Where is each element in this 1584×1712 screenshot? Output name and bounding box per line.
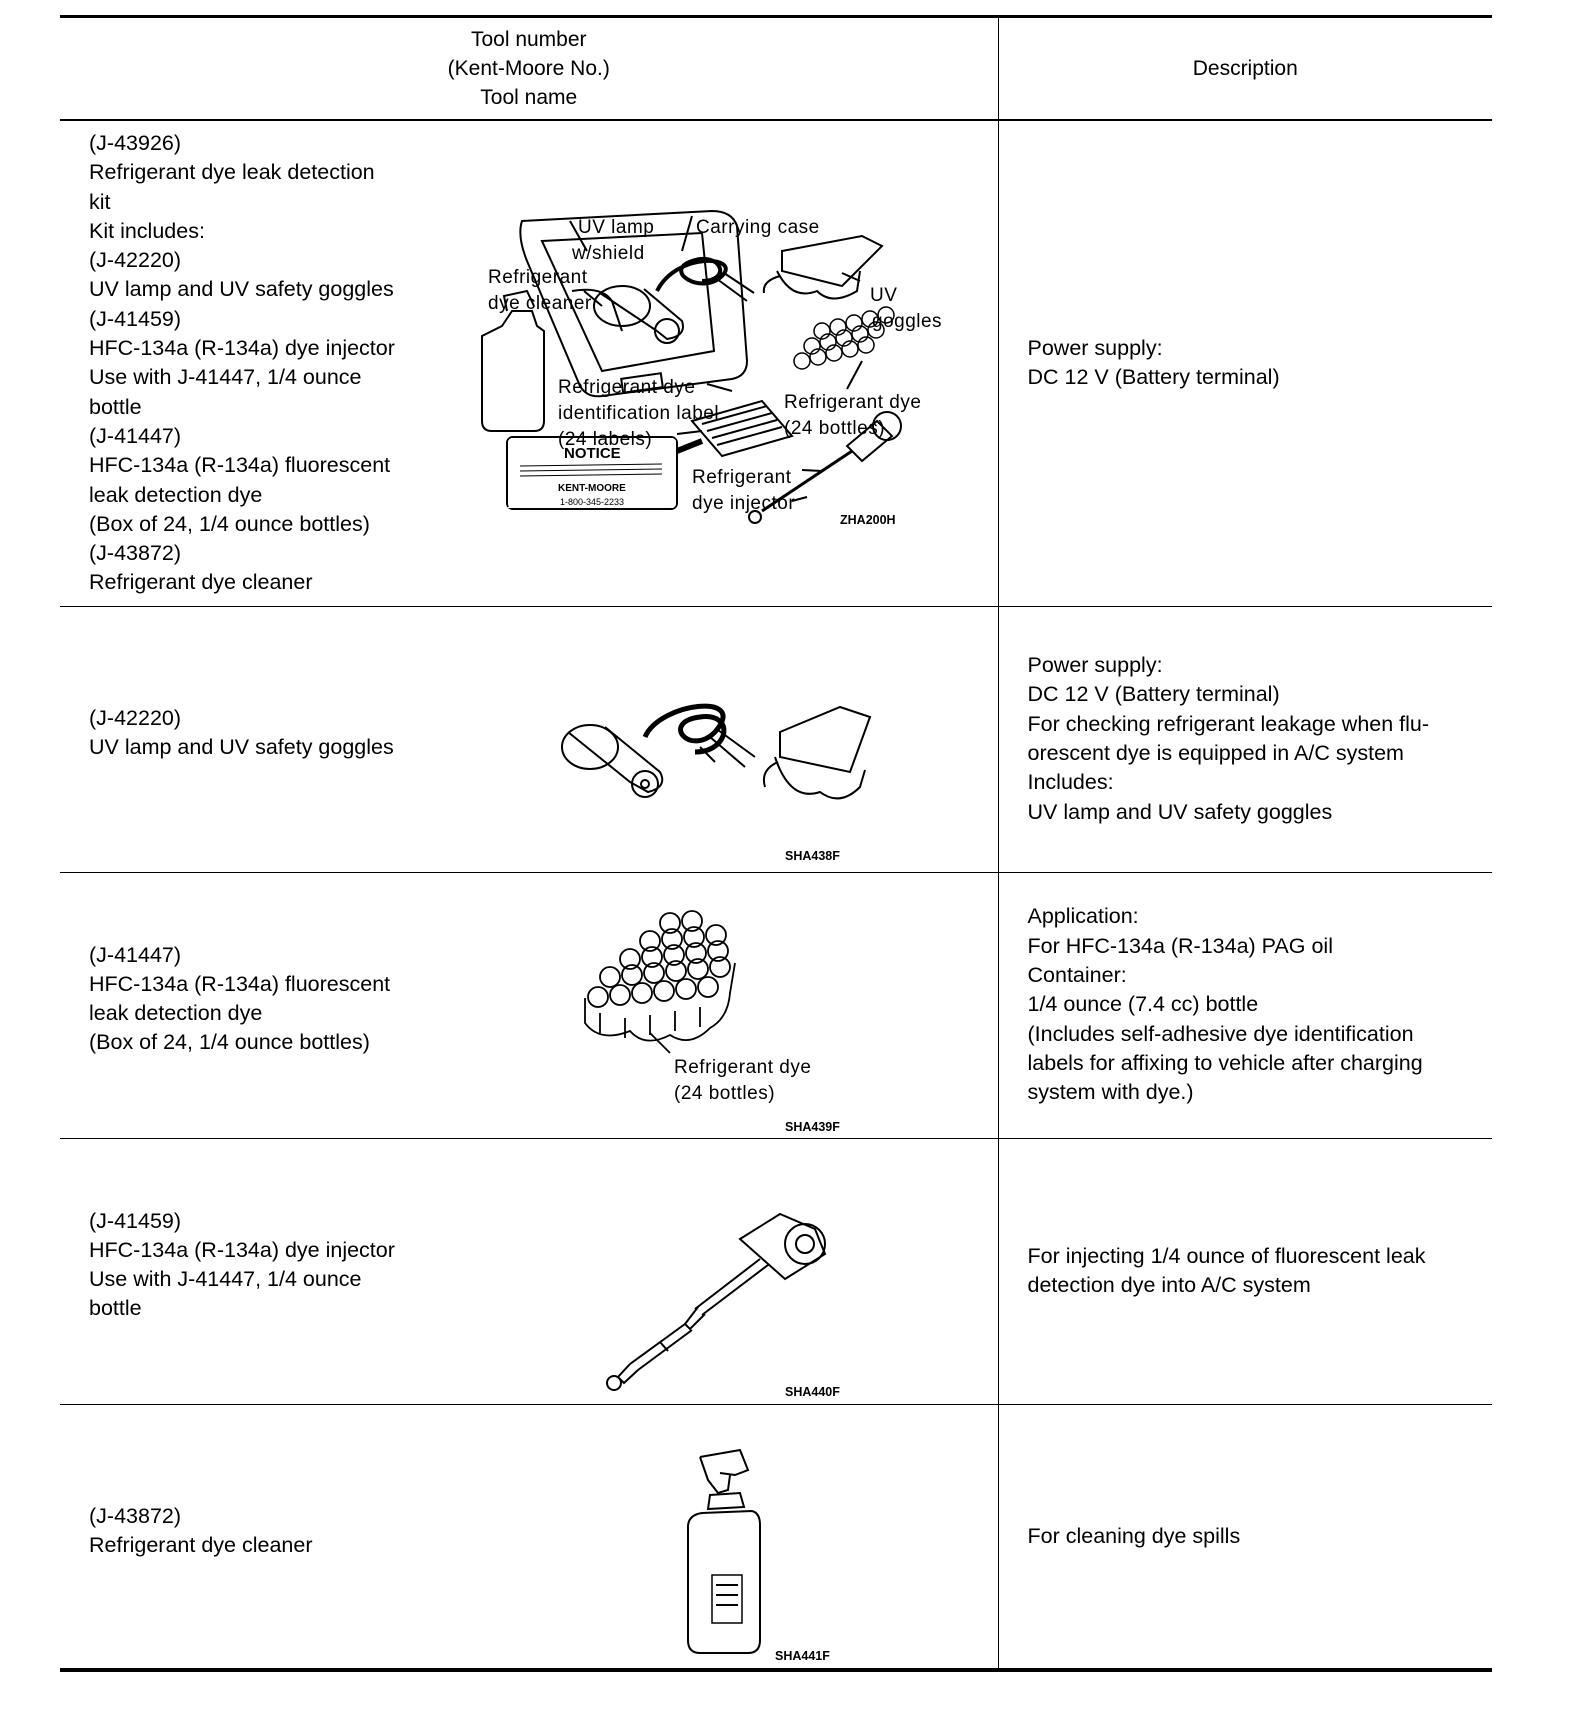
label-dye-2: (24 bottles) (674, 1082, 776, 1104)
label-id-label-2: identification label (558, 403, 720, 424)
tool-cell (60, 606, 998, 872)
label-id-label-3: (24 labels) (558, 429, 653, 450)
uv-lamp-goggles-figure (550, 692, 910, 867)
special-tools-table-sheet (60, 15, 1492, 1672)
tool-cell (60, 1138, 998, 1404)
label-dye-1: Refrigerant dye (784, 392, 922, 413)
label-cleaner-1: Refrigerant (488, 267, 588, 288)
figure-code: SHA440F (785, 1384, 840, 1399)
table-row (60, 606, 1492, 872)
label-uv: UV (870, 285, 898, 306)
figure-code: ZHA200H (840, 513, 896, 527)
tool-cell (60, 1404, 998, 1670)
table-row (60, 1404, 1492, 1670)
notice-title: NOTICE (564, 445, 621, 462)
label-dye-1: Refrigerant dye (674, 1056, 812, 1078)
label-injector-1: Refrigerant (692, 467, 792, 488)
figure-code: SHA441F (775, 1648, 830, 1663)
table-header-row (60, 17, 1492, 121)
table-row (60, 120, 1492, 606)
tool-cell (60, 872, 998, 1138)
table-row (60, 872, 1492, 1138)
label-uv-lamp-shield: w/shield (572, 243, 645, 264)
tool-name-text: (J-43872) Refrigerant dye cleaner (89, 1503, 313, 1557)
dye-bottles-figure (570, 903, 910, 1133)
tool-name-text: (J-41459) HFC-134a (R-134a) dye injector Use with J-41447, 1/4 ounce bottle (89, 1208, 395, 1321)
tool-name-text: (J-43926) Refrigerant dye leak detection kit Kit includes: (J-42220) UV lamp and UV safety goggles (J-41459) HFC-134a (R-134a) dye injector Use with J-41447, 1/4 ounce bottle (J-41447) HFC-134a (R-134a) fluorescent leak detection dye (Box of 24, 1/4 ounce bottles) (J-43872) Refrigerant dye cleaner (89, 131, 395, 595)
tool-cell (60, 120, 998, 606)
header-tool-number: Tool number (470, 28, 587, 51)
leak-detection-kit-figure (462, 181, 992, 541)
header-description: Description (998, 17, 1492, 121)
header-tool-name: Tool name (480, 86, 578, 109)
notice-phone: 1-800-345-2233 (560, 497, 625, 507)
description-cell: For cleaning dye spills (998, 1404, 1492, 1670)
label-uv-lamp: UV lamp (578, 217, 655, 238)
figure-code: SHA439F (785, 1119, 840, 1133)
label-dye-2: (24 bottles) (784, 418, 886, 439)
label-cleaner-2: dye cleaner (488, 293, 592, 314)
table-row (60, 1138, 1492, 1404)
description-cell: Power supply: DC 12 V (Battery terminal) For checking refrigerant leakage when flu- orescent dye is equipped in A/C system Includes: UV lamp and UV safety goggles (998, 606, 1492, 872)
tool-name-text: (J-41447) HFC-134a (R-134a) fluorescent leak detection dye (Box of 24, 1/4 ounce bottles) (89, 942, 391, 1055)
figure-code: SHA438F (785, 848, 840, 863)
notice-brand: KENT-MOORE (558, 483, 626, 494)
dye-injector-figure (590, 1199, 910, 1399)
description-cell: Application: For HFC-134a (R-134a) PAG oil Container: 1/4 ounce (7.4 cc) bottle (Includes self-adhesive dye identification labels for affixing to vehicle after charging system with dye.) (998, 872, 1492, 1138)
label-goggles: goggles (872, 311, 943, 332)
dye-cleaner-figure (660, 1445, 910, 1665)
tool-name-text: (J-42220) UV lamp and UV safety goggles (89, 705, 394, 759)
label-carrying-case: Carrying case (696, 217, 820, 238)
label-id-label-1: Refrigerant dye (558, 377, 696, 398)
header-tool-column (60, 17, 998, 121)
description-cell: Power supply: DC 12 V (Battery terminal) (998, 120, 1492, 606)
description-cell: For injecting 1/4 ounce of fluorescent leak detection dye into A/C system (998, 1138, 1492, 1404)
label-injector-2: dye injector (692, 493, 796, 514)
header-kent-moore-no: (Kent-Moore No.) (447, 57, 610, 80)
special-tools-table (60, 15, 1492, 1672)
